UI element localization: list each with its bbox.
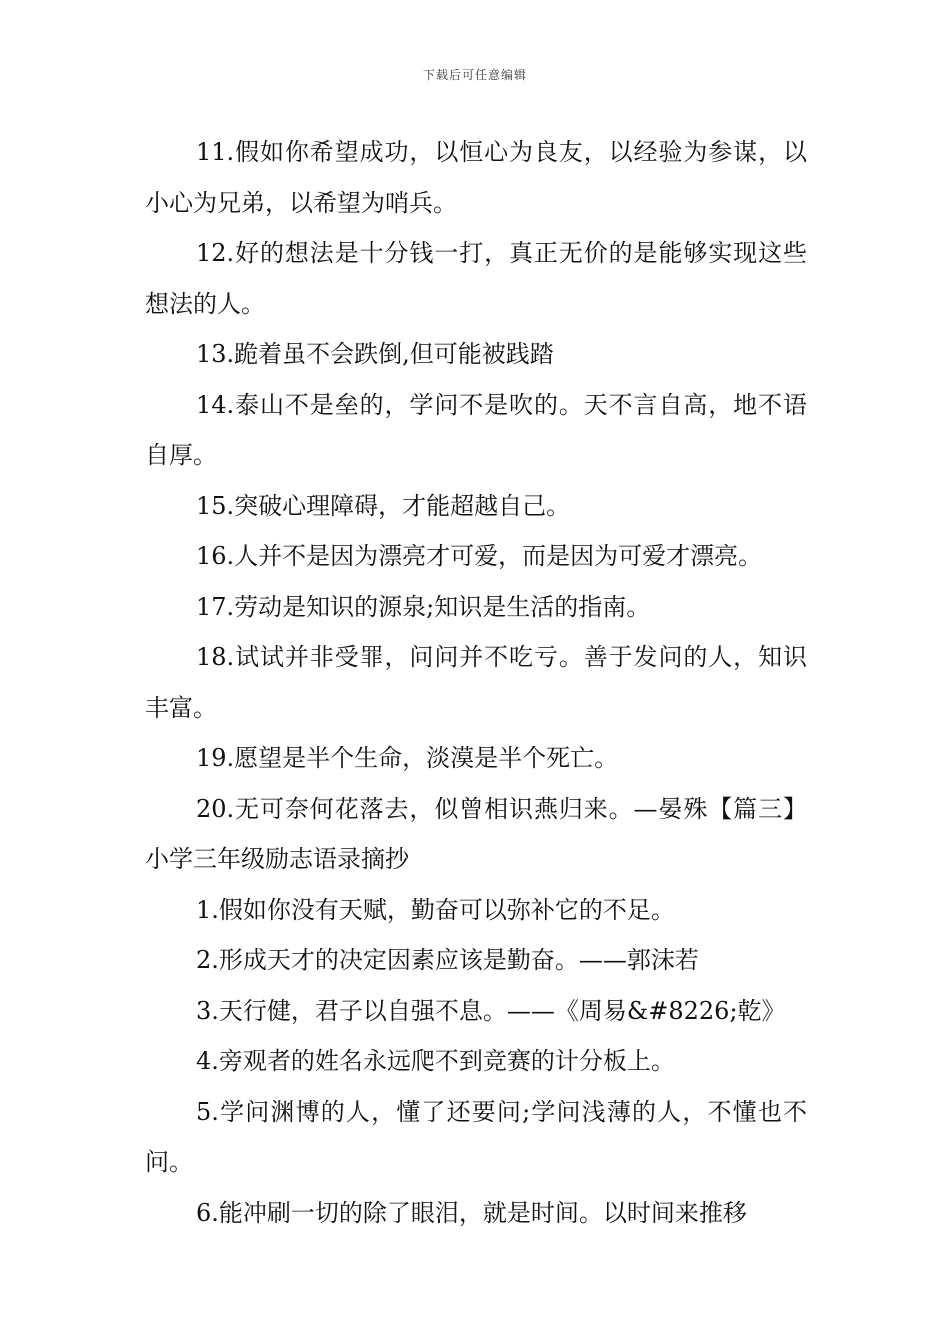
- quote-paragraph-18: 18.试试并非受罪，问问并不吃亏。善于发问的人，知识丰富。: [145, 643, 807, 722]
- quote-paragraph-16: 16.人并不是因为漂亮才可爱，而是因为可爱才漂亮。: [196, 542, 763, 570]
- quote-paragraph-20: 20.无可奈何花落去，似曾相识燕归来。—晏殊【篇三】小学三年级励志语录摘抄: [145, 794, 807, 873]
- quote-paragraph-s3-2: 2.形成天才的决定因素应该是勤奋。——郭沫若: [196, 946, 699, 974]
- document-body: [145, 127, 807, 1238]
- quote-paragraph-s3-3: 3.天行健，君子以自强不息。——《周易&#8226;乾》: [196, 996, 786, 1025]
- quote-paragraph-15: 15.突破心理障碍，才能超越自己。: [196, 491, 571, 520]
- quote-paragraph-s3-6: 6.能冲刷一切的除了眼泪，就是时间。以时间来推移: [196, 1198, 747, 1227]
- quote-paragraph-12: 12.好的想法是十分钱一打，真正无价的是能够实现这些想法的人。: [145, 239, 807, 318]
- page-header: 下载后可任意编辑: [422, 68, 527, 82]
- quote-paragraph-17: 17.劳动是知识的源泉;知识是生活的指南。: [196, 592, 651, 621]
- quote-paragraph-14: 14.泰山不是垒的，学问不是吹的。天不言自高，地不语自厚。: [145, 390, 807, 469]
- quote-paragraph-s3-1: 1.假如你没有天赋，勤奋可以弥补它的不足。: [196, 895, 675, 924]
- quote-paragraph-s3-4: 4.旁观者的姓名永远爬不到竞赛的计分板上。: [196, 1047, 675, 1075]
- quote-paragraph-19: 19.愿望是半个生命，淡漠是半个死亡。: [196, 744, 619, 772]
- quote-paragraph-s3-5: 5.学问渊博的人，懂了还要问;学问浅薄的人，不懂也不问。: [145, 1097, 807, 1176]
- quote-paragraph-11: 11.假如你希望成功，以恒心为良友，以经验为参谋，以小心为兄弟，以希望为哨兵。: [145, 138, 807, 217]
- quote-paragraph-13: 13.跪着虽不会跌倒,但可能被践踏: [196, 340, 554, 368]
